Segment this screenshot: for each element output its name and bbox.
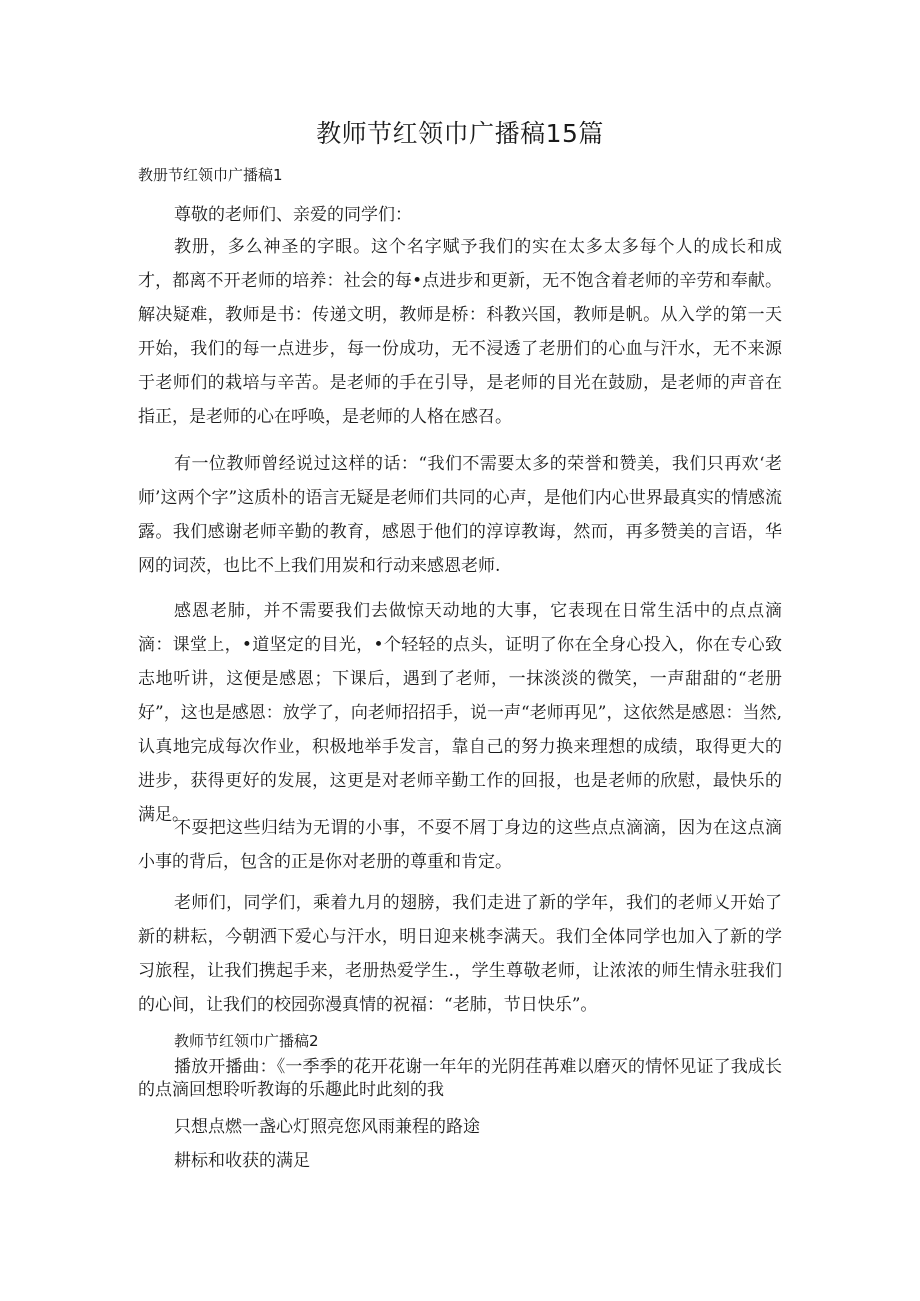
document-title: 教师节红领巾广播稿15篇 — [316, 119, 604, 148]
paragraph-3: 感恩老肺，并不需要我们去做惊天动地的大事，它表现在日常生活中的点点滴滴：课堂上，•道坚定的目光，•个轻轻的点头，证明了你在全身心投入，你在专心致志地听讲，这便是感恩；下课后，遇到了老师，一抹淡淡的微笑，一声甜甜的“老册好”，这也是感恩：放学了，向老师招招手，说一声“老师再见”，这依然是感恩：当然,认真地完成每次作业，积极地举手发言，靠自己的努力换来理想的成绩，取得更大的进步，获得更好的发展，这更是对老师辛勤工作的回报，也是老师的欣慰，最快乐的满足。 — [138, 601, 782, 825]
paragraph-4: 不耍把这些归结为无谓的小事，不耍不屑丁身边的这些点点滴滴，因为在这点滴小事的背后，包含的正是你对老册的尊重和肯定。 — [138, 818, 782, 872]
greeting-line: 尊敬的老师们、亲爱的同学们： — [174, 205, 412, 225]
paragraph-5: 老师们，同学们，乘着九月的翅膀，我们走进了新的学年，我们的老师乂开始了新的耕耘，今朝洒下爱心与汗水，明日迎来桃李满天。我们全体同学也加入了新的学习旅程，让我们携起手来，老册热爱学生.，学生尊敬老师，让浓浓的师生情永驻我们的心间，让我们的校园弥漫真情的祝福：“老肺，节日快乐”。 — [138, 893, 782, 1015]
section-heading-1: 教册节红领巾广播稿1 — [138, 166, 283, 184]
section-heading-2: 教师节红领巾广播稿2 — [174, 1032, 319, 1050]
verse-line-1: 只想点燃一盏心灯照亮您风雨兼程的路途 — [174, 1117, 480, 1137]
paragraph-2: 有一位教师曾经说过这样的话：“我们不需要太多的荣誉和赞美，我们只再欢‘老师’这两个字”这质朴的语言无疑是老师们共同的心声，是他们内心世界最真实的情感流露。我们感谢老师辛勤的教育，感恩于他们的淳谆教诲，然而，再多赞美的言语，华网的词茨，也比不上我们用炭和行动来感恩老师. — [138, 454, 782, 576]
paragraph-1: 教册，多么神圣的字眼。这个名字赋予我们的实在太多太多每个人的成长和成才，都离不开老师的培养：社会的每•点进步和更新，无不饱含着老师的辛劳和奉献。解决疑难，教师是书：传递文明，教师是桥：科教兴国，教师是帆。从入学的第一天开始，我们的每一点进步，每一份成功，无不浸透了老册们的心血与汗水，无不来源于老师们的栽培与辛苦。是老师的手在引导，是老师的目光在鼓励，是老师的声音在指正，是老师的心在呼唤，是老师的人格在感召。 — [138, 237, 782, 427]
verse-line-2: 耕标和收获的满足 — [174, 1151, 310, 1171]
paragraph-6: 播放开播曲：《一季季的花开花谢一年年的光阴荏苒难以磨灭的情怀见证了我成长的点滴回想聆听教诲的乐趣此时此刻的我 — [138, 1057, 782, 1100]
